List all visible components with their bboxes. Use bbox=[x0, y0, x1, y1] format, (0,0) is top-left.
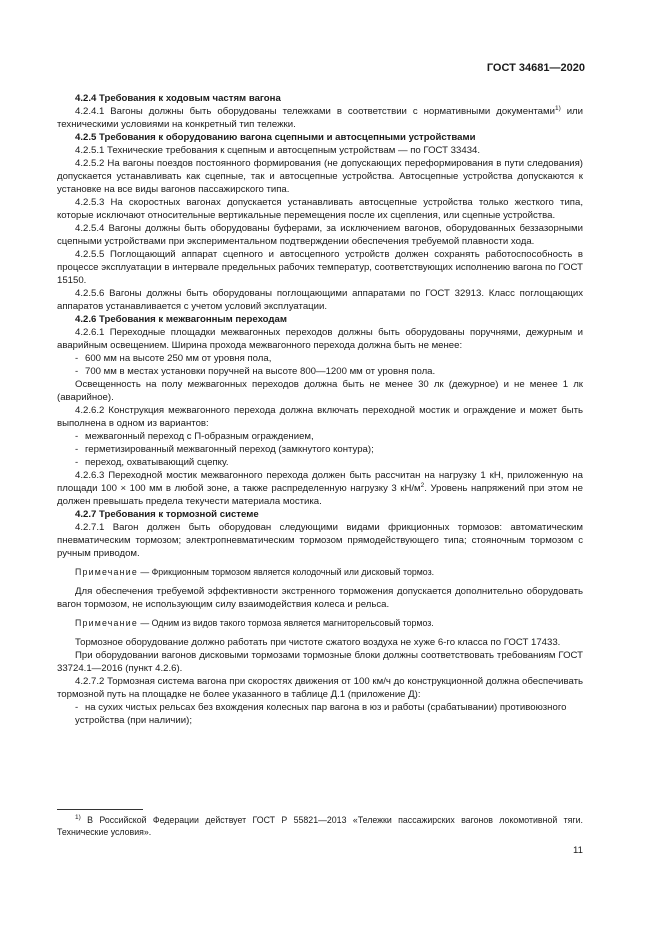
note-label: Примечание bbox=[75, 618, 138, 628]
section-heading bbox=[57, 131, 583, 144]
paragraph-text: 4.2.4.1 Вагоны должны быть оборудованы тележками в соответствии с нормативными документами bbox=[75, 106, 555, 117]
section-heading bbox=[57, 508, 583, 521]
paragraph bbox=[57, 404, 583, 430]
paragraph-text: 4.2.5.6 Вагоны должны быть оборудованы поглощающими аппаратами по ГОСТ 32913. Класс поглощающих аппаратов устанавливается с учетом условий эксплуатации. bbox=[57, 288, 583, 312]
paragraph-text: Для обеспечения требуемой эффективности экстренного торможения допускается дополнительно оборудовать вагон тормозом, не использующим силу взаимодействия колеса и рельса. bbox=[57, 586, 583, 610]
note bbox=[57, 566, 583, 579]
list-item-text: переход, охватывающий сцепку. bbox=[85, 457, 229, 468]
footnote bbox=[57, 814, 583, 838]
heading-text: 4.2.7 Требования к тормозной системе bbox=[75, 509, 259, 520]
list-dash: - bbox=[75, 366, 79, 377]
superscript: 1) bbox=[554, 104, 561, 112]
section-heading bbox=[57, 313, 583, 326]
paragraph bbox=[57, 248, 583, 287]
section-heading bbox=[57, 92, 583, 105]
paragraph bbox=[57, 287, 583, 313]
paragraph-text-tail: или техническими условиями на конкретный тип тележки. bbox=[57, 106, 584, 130]
note-text: — Одним из видов такого тормоза является магниторельсовый тормоз. bbox=[137, 618, 434, 628]
list-dash: - bbox=[75, 444, 79, 455]
list-dash: - bbox=[75, 702, 79, 713]
list-dash: - bbox=[75, 431, 79, 442]
paragraph-text: При оборудовании вагонов дисковыми тормозами тормозные блоки должны соответствовать требованиям ГОСТ 33724.1—2016 (пункт 4.2.6). bbox=[57, 650, 583, 674]
paragraph bbox=[57, 196, 583, 222]
heading-text: 4.2.4 Требования к ходовым частям вагона bbox=[75, 93, 281, 104]
paragraph bbox=[57, 585, 583, 611]
heading-text: 4.2.6 Требования к межвагонным переходам bbox=[75, 314, 287, 325]
list-dash: - bbox=[75, 457, 79, 468]
paragraph-text: 4.2.5.5 Поглощающий аппарат сцепного и автосцепного устройств должен сохранять работоспособность в процессе эксплуатации в интервале предельных рабочих температур, соответствующих исполнению вагона по ГОСТ 15150. bbox=[57, 249, 583, 286]
paragraph-text: 4.2.6.2 Конструкция межвагонного перехода должна включать переходной мостик и ограждение и может быть выполнена в одном из вариантов: bbox=[57, 405, 583, 429]
list-item-text: 600 мм на высоте 250 мм от уровня пола, bbox=[85, 353, 272, 364]
paragraph-text: 4.2.5.1 Технические требования к сцепным и автосцепным устройствам — по ГОСТ 33434. bbox=[75, 145, 481, 156]
paragraph bbox=[57, 521, 583, 560]
list-dash: - bbox=[75, 353, 79, 364]
paragraph bbox=[57, 105, 583, 131]
heading-text: 4.2.5 Требования к оборудованию вагона сцепными и автосцепными устройствами bbox=[75, 132, 476, 143]
note bbox=[57, 617, 583, 630]
superscript: 2 bbox=[420, 481, 425, 489]
paragraph-text: 4.2.5.4 Вагоны должны быть оборудованы буферами, за исключением вагонов, оборудованных беззазорными сцепными устройствами при экспериментальном подтверждении обеспечения требуемой плавности хода. bbox=[57, 223, 583, 247]
list-item bbox=[57, 365, 583, 378]
list-item bbox=[57, 443, 583, 456]
paragraph-text: 4.2.7.2 Тормозная система вагона при скоростях движения от 100 км/ч до конструкционной должна обеспечивать тормозной путь на площадке не более указанного в таблице Д.1 (приложение Д): bbox=[57, 676, 583, 700]
list-item-text: на сухих чистых рельсах без вхождения колесных пар вагона в юз и работы (срабатывании) противоюзного устройства (при наличии); bbox=[75, 702, 567, 726]
paragraph bbox=[57, 636, 583, 649]
paragraph-text: 4.2.7.1 Вагон должен быть оборудован следующими видами фрикционных тормозов: автоматическим пневматическим тормозом; электропневматическим тормозом прямодействующего типа; стояночным тормозом с ручным приводом. bbox=[57, 522, 583, 559]
paragraph-text: Тормозное оборудование должно работать при чистоте сжатого воздуха не хуже 6-го класса по ГОСТ 17433. bbox=[75, 637, 561, 648]
list-item bbox=[57, 456, 583, 469]
list-item-text: 700 мм в местах установки поручней на высоте 800—1200 мм от уровня пола. bbox=[85, 366, 436, 377]
paragraph bbox=[57, 675, 583, 701]
paragraph-text: Освещенность на полу межвагонных переходов должна быть не менее 30 лк (дежурное) и не менее 1 лк (аварийное). bbox=[57, 379, 583, 403]
paragraph-text: 4.2.6.3 Переходной мостик межвагонного перехода должен быть рассчитан на нагрузку 1 кН, приложенную на площади 100 × 100 мм в любой зоне, а также распределенную нагрузку 3 кН/м bbox=[57, 470, 583, 494]
paragraph bbox=[57, 222, 583, 248]
paragraph-text-tail: . Уровень напряжений при этом не должен превышать предела текучести материала мостика. bbox=[57, 483, 583, 507]
list-item bbox=[57, 430, 583, 443]
paragraph-text: 4.2.6.1 Переходные площадки межвагонных переходов должны быть оборудованы поручнями, дежурным и аварийным освещением. Ширина прохода межвагонного перехода должна быть не менее: bbox=[57, 327, 583, 351]
paragraph bbox=[57, 649, 583, 675]
footnote-mark: 1) bbox=[75, 814, 81, 822]
list-item-text: межвагонный переход с П-образным ограждением, bbox=[85, 431, 314, 442]
paragraph bbox=[57, 378, 583, 404]
paragraph-text: 4.2.5.2 На вагоны поездов постоянного формирования (не допускающих переформирования в пути следования) допускается устанавливать как сцепные, так и автосцепные устройства. Автосцепные устройства допускаются к установке на все виды вагонов пассажирского типа. bbox=[57, 158, 583, 195]
paragraph bbox=[57, 326, 583, 352]
paragraph bbox=[57, 144, 583, 157]
list-item-text: герметизированный межвагонный переход (замкнутого контура); bbox=[85, 444, 374, 455]
footnote-text: В Российской Федерации действует ГОСТ Р 55821—2013 «Тележки пассажирских вагонов локомотивной тяги. Технические условия». bbox=[57, 815, 583, 837]
paragraph-text: 4.2.5.3 На скоростных вагонах допускается устанавливать автосцепные устройства только жесткого типа, которые исключают относительные вертикальные перемещения после их сцепления, или сцепные устройства. bbox=[57, 197, 583, 221]
list-item bbox=[57, 352, 583, 365]
page-number: 11 bbox=[573, 845, 583, 856]
footnote-separator bbox=[57, 809, 143, 810]
document-header: ГОСТ 34681—2020 bbox=[486, 62, 585, 74]
list-item bbox=[57, 701, 583, 727]
paragraph bbox=[57, 469, 583, 508]
document-body bbox=[57, 92, 583, 727]
note-label: Примечание bbox=[75, 567, 138, 577]
paragraph bbox=[57, 157, 583, 196]
note-text: — Фрикционным тормозом является колодочный или дисковый тормоз. bbox=[137, 567, 435, 577]
